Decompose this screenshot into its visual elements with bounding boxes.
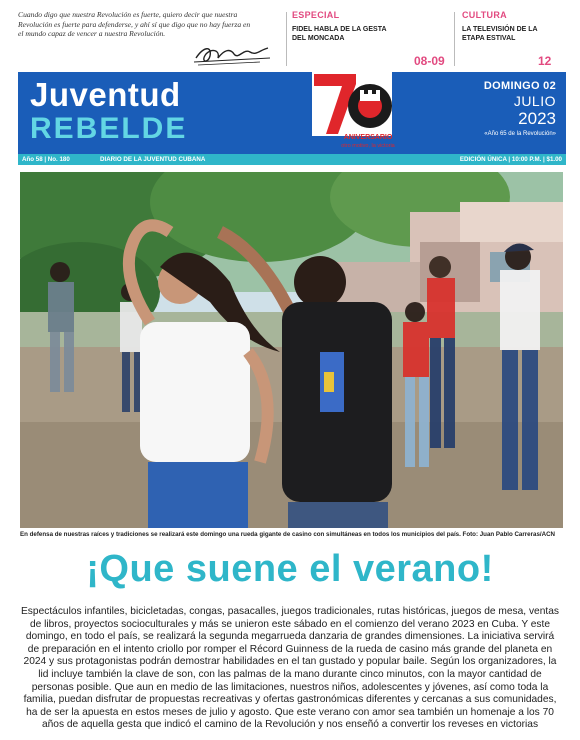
teaser-title: FIDEL HABLA DE LA GESTA DEL MONCADA: [292, 26, 387, 42]
anniversary-sub: otro motivo, la victoria: [341, 143, 395, 149]
date-year: 2023: [518, 109, 556, 128]
signature-icon: [190, 40, 274, 68]
date-motto: «Año 65 de la Revolución»: [484, 131, 556, 137]
teaser-page-especial: 08-09: [414, 54, 445, 68]
date-day: DOMINGO 02: [483, 80, 556, 92]
anniversary-label: ANIVERSARIO: [343, 134, 393, 141]
teaser-label: ESPECIAL: [292, 10, 340, 20]
strip-divider: [454, 12, 455, 66]
masthead: [18, 72, 566, 154]
article-body: Espectáculos infantiles, bicicletadas, congas, pasacalles, juegos tradicionales, rutas históricas, juegos de mesa, ventas de libros, proyectos socioculturales y más se unieron este sábado en el comienzo del verano 2023 en Cuba. Y este domingo, en todo el país, se realizará la segunda megarrueda danzaria de grandes dimensiones. La iniciativa servirá de preparación en el intento criollo por romper el Récord Guinness de la rueda de casino más grande del planeta en 2024 y sus protagonistas podrán demostrar habilidades en el tan gustado y popular baile. Según los organizadores, la lid incluye también la clave de son, con las palmas de la mano durante cinco minutos, con la mayor cantidad de personas posible. Que aun en medio de las limitaciones, nuestros niños, adolescentes y jóvenes, así como toda la familia, puedan disfrutar de propuestas recreativas y ofertas gastronómicas diferentes y cercanas a sus comunidades, ha de ser la apuesta en estos meses de julio y agosto. Que este verano con amor sea también un homenaje a los 70 años de aquella gesta que indicó el camino de la Revolución y nos enseñó a convertir los reveses en victorias: [21, 606, 559, 731]
issue-number: Año 58 | No. 180: [22, 156, 70, 163]
newspaper-tagline: DIARIO DE LA JUVENTUD CUBANA: [100, 156, 206, 163]
teaser-especial[interactable]: [292, 10, 452, 43]
strip-divider: [286, 12, 287, 66]
dancers-photo-illustration: [20, 172, 563, 528]
photo-caption: En defensa de nuestras raíces y tradiciones se realizará este domingo una rueda gigante de casino con simultáneas en todos los municipios del país. Foto: Juan Pablo Carreras/ACN: [20, 531, 556, 538]
date-month: JULIO: [513, 93, 556, 109]
quote-text: Cuando digo que nuestra Revolución es fuerte, quiero decir que nuestra Revolución es fuerte para defenderse, y ahí sí que digo que no hay fuerza en el mundo capaz de vencer a nuestra Revolución.: [18, 10, 251, 39]
brand-line-2: REBELDE: [30, 112, 188, 145]
info-bar: [18, 154, 566, 165]
lead-photo: [20, 172, 563, 528]
brand-line-1: Juventud: [30, 76, 181, 113]
edition-info: EDICIÓN ÚNICA | 10:00 P.M. | $1.00: [459, 156, 562, 163]
teaser-title: LA TELEVISIÓN DE LA ETAPA ESTIVAL: [462, 26, 538, 42]
headline: ¡Que suene el verano!: [86, 548, 494, 590]
fidel-quote: [18, 10, 280, 70]
issue-date: [484, 80, 556, 137]
teaser-label: CULTURA: [462, 10, 507, 20]
teaser-cultura[interactable]: [462, 10, 562, 43]
top-strip: [18, 10, 566, 72]
teaser-page-cultura: 12: [538, 54, 552, 68]
